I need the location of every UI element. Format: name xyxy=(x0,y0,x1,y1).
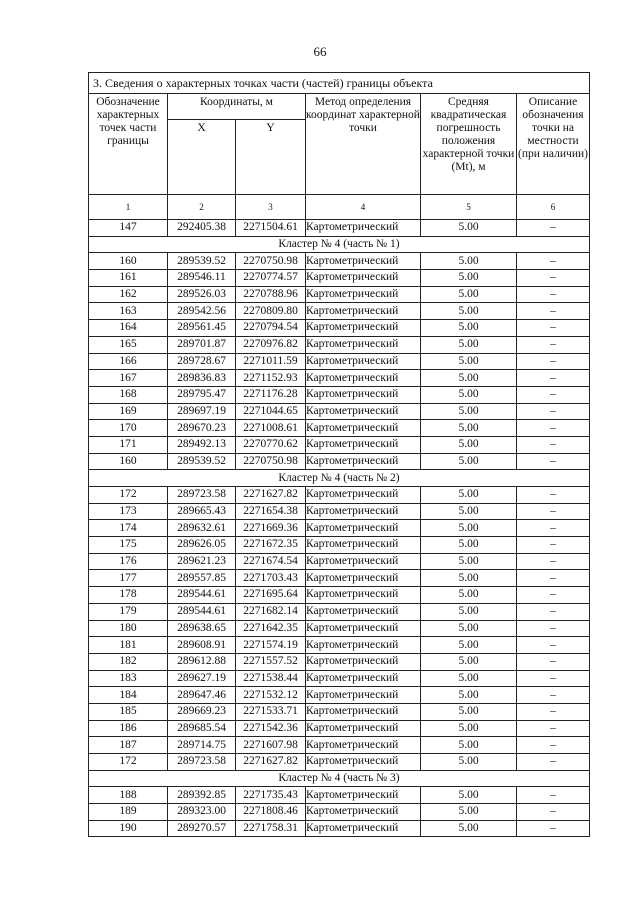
description-cell: – xyxy=(517,620,590,637)
error-cell: 5.00 xyxy=(421,537,517,554)
point-id-cell: 164 xyxy=(89,320,168,337)
point-id-cell: 188 xyxy=(89,787,168,804)
header-coordinates: Координаты, м xyxy=(168,94,306,120)
x-coordinate-cell: 289557.85 xyxy=(168,570,236,587)
error-cell: 5.00 xyxy=(421,737,517,754)
table-row xyxy=(89,420,590,437)
y-coordinate-cell: 2271574.19 xyxy=(236,637,306,654)
description-cell: – xyxy=(517,336,590,353)
error-cell: 5.00 xyxy=(421,804,517,821)
point-id-cell: 162 xyxy=(89,286,168,303)
method-cell: Картометрический xyxy=(306,804,421,821)
error-cell: 5.00 xyxy=(421,320,517,337)
point-id-cell: 178 xyxy=(89,587,168,604)
x-coordinate-cell: 289723.58 xyxy=(168,487,236,504)
point-id-cell: 187 xyxy=(89,737,168,754)
column-number: 1 xyxy=(89,195,168,220)
x-coordinate-cell: 289544.61 xyxy=(168,603,236,620)
y-coordinate-cell: 2271152.93 xyxy=(236,370,306,387)
description-cell: – xyxy=(517,637,590,654)
x-coordinate-cell: 289270.57 xyxy=(168,820,236,837)
description-cell: – xyxy=(517,303,590,320)
table-row xyxy=(89,587,590,604)
method-cell: Картометрический xyxy=(306,336,421,353)
description-cell: – xyxy=(517,253,590,270)
x-coordinate-cell: 289612.88 xyxy=(168,653,236,670)
description-cell: – xyxy=(517,820,590,837)
method-cell: Картометрический xyxy=(306,637,421,654)
header-row-1 xyxy=(89,94,590,120)
table-row xyxy=(89,537,590,554)
method-cell: Картометрический xyxy=(306,420,421,437)
method-cell: Картометрический xyxy=(306,453,421,470)
point-id-cell: 184 xyxy=(89,687,168,704)
method-cell: Картометрический xyxy=(306,386,421,403)
x-coordinate-cell: 289627.19 xyxy=(168,670,236,687)
point-id-cell: 186 xyxy=(89,720,168,737)
y-coordinate-cell: 2270770.62 xyxy=(236,436,306,453)
error-cell: 5.00 xyxy=(421,503,517,520)
point-id-cell: 167 xyxy=(89,370,168,387)
error-cell: 5.00 xyxy=(421,253,517,270)
y-coordinate-cell: 2271758.31 xyxy=(236,820,306,837)
method-cell: Картометрический xyxy=(306,353,421,370)
y-coordinate-cell: 2271642.35 xyxy=(236,620,306,637)
table-row xyxy=(89,670,590,687)
table-row xyxy=(89,303,590,320)
point-id-cell: 181 xyxy=(89,637,168,654)
x-coordinate-cell: 289621.23 xyxy=(168,553,236,570)
error-cell: 5.00 xyxy=(421,570,517,587)
y-coordinate-cell: 2271542.36 xyxy=(236,720,306,737)
method-cell: Картометрический xyxy=(306,520,421,537)
cluster-header-row xyxy=(89,770,590,787)
y-coordinate-cell: 2271607.98 xyxy=(236,737,306,754)
table-row xyxy=(89,403,590,420)
header-description: Описание обозначения точки на местности (при наличии) xyxy=(517,94,590,195)
y-coordinate-cell: 2270774.57 xyxy=(236,270,306,287)
column-number: 4 xyxy=(306,195,421,220)
method-cell: Картометрический xyxy=(306,703,421,720)
description-cell: – xyxy=(517,370,590,387)
x-coordinate-cell: 289795.47 xyxy=(168,386,236,403)
description-cell: – xyxy=(517,270,590,287)
error-cell: 5.00 xyxy=(421,820,517,837)
table-row xyxy=(89,703,590,720)
x-coordinate-cell: 289665.43 xyxy=(168,503,236,520)
error-cell: 5.00 xyxy=(421,787,517,804)
table-row xyxy=(89,820,590,837)
point-id-cell: 160 xyxy=(89,253,168,270)
description-cell: – xyxy=(517,453,590,470)
description-cell: – xyxy=(517,737,590,754)
y-coordinate-cell: 2271627.82 xyxy=(236,754,306,771)
cluster-label: Кластер № 4 (часть № 2) xyxy=(89,470,590,487)
table-row xyxy=(89,286,590,303)
description-cell: – xyxy=(517,603,590,620)
x-coordinate-cell: 289546.11 xyxy=(168,270,236,287)
method-cell: Картометрический xyxy=(306,553,421,570)
description-cell: – xyxy=(517,420,590,437)
description-cell: – xyxy=(517,537,590,554)
table-row xyxy=(89,787,590,804)
method-cell: Картометрический xyxy=(306,603,421,620)
y-coordinate-cell: 2270750.98 xyxy=(236,453,306,470)
method-cell: Картометрический xyxy=(306,286,421,303)
error-cell: 5.00 xyxy=(421,487,517,504)
error-cell: 5.00 xyxy=(421,587,517,604)
x-coordinate-cell: 292405.38 xyxy=(168,220,236,237)
error-cell: 5.00 xyxy=(421,420,517,437)
description-cell: – xyxy=(517,436,590,453)
description-cell: – xyxy=(517,353,590,370)
table-row xyxy=(89,653,590,670)
page-number: 66 xyxy=(313,44,327,59)
method-cell: Картометрический xyxy=(306,587,421,604)
x-coordinate-cell: 289836.83 xyxy=(168,370,236,387)
header-x: X xyxy=(168,120,236,195)
point-id-cell: 177 xyxy=(89,570,168,587)
x-coordinate-cell: 289608.91 xyxy=(168,637,236,654)
error-cell: 5.00 xyxy=(421,603,517,620)
table-row xyxy=(89,603,590,620)
method-cell: Картометрический xyxy=(306,253,421,270)
x-coordinate-cell: 289669.23 xyxy=(168,703,236,720)
description-cell: – xyxy=(517,403,590,420)
table-row xyxy=(89,620,590,637)
y-coordinate-cell: 2271533.71 xyxy=(236,703,306,720)
method-cell: Картометрический xyxy=(306,737,421,754)
method-cell: Картометрический xyxy=(306,670,421,687)
header-y: Y xyxy=(236,120,306,195)
description-cell: – xyxy=(517,754,590,771)
y-coordinate-cell: 2271538.44 xyxy=(236,670,306,687)
point-id-cell: 168 xyxy=(89,386,168,403)
description-cell: – xyxy=(517,386,590,403)
y-coordinate-cell: 2270809.80 xyxy=(236,303,306,320)
x-coordinate-cell: 289701.87 xyxy=(168,336,236,353)
method-cell: Картометрический xyxy=(306,653,421,670)
y-coordinate-cell: 2271672.35 xyxy=(236,537,306,554)
table-row xyxy=(89,386,590,403)
point-id-cell: 176 xyxy=(89,553,168,570)
boundary-points-table xyxy=(88,72,590,837)
table-row xyxy=(89,320,590,337)
description-cell: – xyxy=(517,587,590,604)
header-method: Метод определения координат характерной точки xyxy=(306,94,421,195)
section-title-row xyxy=(89,73,590,94)
point-id-cell: 179 xyxy=(89,603,168,620)
method-cell: Картометрический xyxy=(306,220,421,237)
point-id-cell: 165 xyxy=(89,336,168,353)
y-coordinate-cell: 2271176.28 xyxy=(236,386,306,403)
point-id-cell: 180 xyxy=(89,620,168,637)
x-coordinate-cell: 289647.46 xyxy=(168,687,236,704)
error-cell: 5.00 xyxy=(421,520,517,537)
table-row xyxy=(89,804,590,821)
table-row xyxy=(89,436,590,453)
table-row xyxy=(89,503,590,520)
description-cell: – xyxy=(517,687,590,704)
table-row xyxy=(89,336,590,353)
description-cell: – xyxy=(517,720,590,737)
error-cell: 5.00 xyxy=(421,670,517,687)
description-cell: – xyxy=(517,703,590,720)
description-cell: – xyxy=(517,220,590,237)
header-error: Средняя квадратическая погрешность положения характерной точки (Mt), м xyxy=(421,94,517,195)
error-cell: 5.00 xyxy=(421,286,517,303)
cluster-label: Кластер № 4 (часть № 1) xyxy=(89,236,590,253)
cluster-label: Кластер № 4 (часть № 3) xyxy=(89,770,590,787)
point-id-cell: 175 xyxy=(89,537,168,554)
point-id-cell: 161 xyxy=(89,270,168,287)
x-coordinate-cell: 289539.52 xyxy=(168,453,236,470)
column-number: 6 xyxy=(517,195,590,220)
table-row xyxy=(89,453,590,470)
point-id-cell: 190 xyxy=(89,820,168,837)
y-coordinate-cell: 2271703.43 xyxy=(236,570,306,587)
point-id-cell: 172 xyxy=(89,754,168,771)
description-cell: – xyxy=(517,570,590,587)
description-cell: – xyxy=(517,286,590,303)
method-cell: Картометрический xyxy=(306,320,421,337)
y-coordinate-cell: 2271532.12 xyxy=(236,687,306,704)
x-coordinate-cell: 289492.13 xyxy=(168,436,236,453)
error-cell: 5.00 xyxy=(421,620,517,637)
section-title: 3. Сведения о характерных точках части (частей) границы объекта xyxy=(89,73,590,94)
table-row xyxy=(89,570,590,587)
error-cell: 5.00 xyxy=(421,703,517,720)
x-coordinate-cell: 289714.75 xyxy=(168,737,236,754)
x-coordinate-cell: 289670.23 xyxy=(168,420,236,437)
error-cell: 5.00 xyxy=(421,687,517,704)
table-row xyxy=(89,720,590,737)
error-cell: 5.00 xyxy=(421,637,517,654)
x-coordinate-cell: 289638.65 xyxy=(168,620,236,637)
method-cell: Картометрический xyxy=(306,503,421,520)
method-cell: Картометрический xyxy=(306,620,421,637)
method-cell: Картометрический xyxy=(306,820,421,837)
method-cell: Картометрический xyxy=(306,787,421,804)
point-id-cell: 171 xyxy=(89,436,168,453)
error-cell: 5.00 xyxy=(421,754,517,771)
y-coordinate-cell: 2271669.36 xyxy=(236,520,306,537)
description-cell: – xyxy=(517,520,590,537)
error-cell: 5.00 xyxy=(421,453,517,470)
table-row xyxy=(89,637,590,654)
table-row xyxy=(89,220,590,237)
error-cell: 5.00 xyxy=(421,353,517,370)
description-cell: – xyxy=(517,553,590,570)
point-id-cell: 182 xyxy=(89,653,168,670)
method-cell: Картометрический xyxy=(306,537,421,554)
x-coordinate-cell: 289542.56 xyxy=(168,303,236,320)
x-coordinate-cell: 289392.85 xyxy=(168,787,236,804)
method-cell: Картометрический xyxy=(306,487,421,504)
description-cell: – xyxy=(517,487,590,504)
point-id-cell: 160 xyxy=(89,453,168,470)
y-coordinate-cell: 2270788.96 xyxy=(236,286,306,303)
point-id-cell: 163 xyxy=(89,303,168,320)
point-id-cell: 173 xyxy=(89,503,168,520)
x-coordinate-cell: 289632.61 xyxy=(168,520,236,537)
cluster-header-row xyxy=(89,236,590,253)
x-coordinate-cell: 289728.67 xyxy=(168,353,236,370)
y-coordinate-cell: 2271557.52 xyxy=(236,653,306,670)
x-coordinate-cell: 289539.52 xyxy=(168,253,236,270)
error-cell: 5.00 xyxy=(421,220,517,237)
method-cell: Картометрический xyxy=(306,403,421,420)
x-coordinate-cell: 289323.00 xyxy=(168,804,236,821)
y-coordinate-cell: 2271682.14 xyxy=(236,603,306,620)
point-id-cell: 189 xyxy=(89,804,168,821)
error-cell: 5.00 xyxy=(421,270,517,287)
x-coordinate-cell: 289526.03 xyxy=(168,286,236,303)
table-row xyxy=(89,687,590,704)
method-cell: Картометрический xyxy=(306,370,421,387)
y-coordinate-cell: 2271044.65 xyxy=(236,403,306,420)
table-row xyxy=(89,353,590,370)
description-cell: – xyxy=(517,670,590,687)
error-cell: 5.00 xyxy=(421,436,517,453)
x-coordinate-cell: 289685.54 xyxy=(168,720,236,737)
error-cell: 5.00 xyxy=(421,653,517,670)
table-row xyxy=(89,253,590,270)
x-coordinate-cell: 289723.58 xyxy=(168,754,236,771)
y-coordinate-cell: 2271008.61 xyxy=(236,420,306,437)
column-number: 2 xyxy=(168,195,236,220)
point-id-cell: 185 xyxy=(89,703,168,720)
cluster-header-row xyxy=(89,470,590,487)
description-cell: – xyxy=(517,787,590,804)
column-number: 3 xyxy=(236,195,306,220)
error-cell: 5.00 xyxy=(421,370,517,387)
x-coordinate-cell: 289697.19 xyxy=(168,403,236,420)
y-coordinate-cell: 2271627.82 xyxy=(236,487,306,504)
point-id-cell: 174 xyxy=(89,520,168,537)
method-cell: Картометрический xyxy=(306,436,421,453)
x-coordinate-cell: 289544.61 xyxy=(168,587,236,604)
description-cell: – xyxy=(517,804,590,821)
point-id-cell: 170 xyxy=(89,420,168,437)
point-id-cell: 172 xyxy=(89,487,168,504)
description-cell: – xyxy=(517,653,590,670)
description-cell: – xyxy=(517,320,590,337)
method-cell: Картометрический xyxy=(306,687,421,704)
method-cell: Картометрический xyxy=(306,570,421,587)
x-coordinate-cell: 289626.05 xyxy=(168,537,236,554)
table-row xyxy=(89,487,590,504)
y-coordinate-cell: 2271674.54 xyxy=(236,553,306,570)
header-designation: Обозначение характерных точек части границы xyxy=(89,94,168,195)
y-coordinate-cell: 2271654.38 xyxy=(236,503,306,520)
error-cell: 5.00 xyxy=(421,336,517,353)
table-row xyxy=(89,520,590,537)
point-id-cell: 169 xyxy=(89,403,168,420)
point-id-cell: 166 xyxy=(89,353,168,370)
y-coordinate-cell: 2271695.64 xyxy=(236,587,306,604)
y-coordinate-cell: 2270794.54 xyxy=(236,320,306,337)
y-coordinate-cell: 2271011.59 xyxy=(236,353,306,370)
y-coordinate-cell: 2270976.82 xyxy=(236,336,306,353)
method-cell: Картометрический xyxy=(306,720,421,737)
table-row xyxy=(89,737,590,754)
column-numbers-row xyxy=(89,195,590,220)
y-coordinate-cell: 2271808.46 xyxy=(236,804,306,821)
table-row xyxy=(89,270,590,287)
y-coordinate-cell: 2271735.43 xyxy=(236,787,306,804)
point-id-cell: 147 xyxy=(89,220,168,237)
y-coordinate-cell: 2270750.98 xyxy=(236,253,306,270)
method-cell: Картометрический xyxy=(306,270,421,287)
table-row xyxy=(89,370,590,387)
error-cell: 5.00 xyxy=(421,720,517,737)
column-number: 5 xyxy=(421,195,517,220)
method-cell: Картометрический xyxy=(306,303,421,320)
description-cell: – xyxy=(517,503,590,520)
error-cell: 5.00 xyxy=(421,303,517,320)
error-cell: 5.00 xyxy=(421,553,517,570)
y-coordinate-cell: 2271504.61 xyxy=(236,220,306,237)
table-row xyxy=(89,754,590,771)
error-cell: 5.00 xyxy=(421,403,517,420)
table-row xyxy=(89,553,590,570)
x-coordinate-cell: 289561.45 xyxy=(168,320,236,337)
method-cell: Картометрический xyxy=(306,754,421,771)
error-cell: 5.00 xyxy=(421,386,517,403)
point-id-cell: 183 xyxy=(89,670,168,687)
